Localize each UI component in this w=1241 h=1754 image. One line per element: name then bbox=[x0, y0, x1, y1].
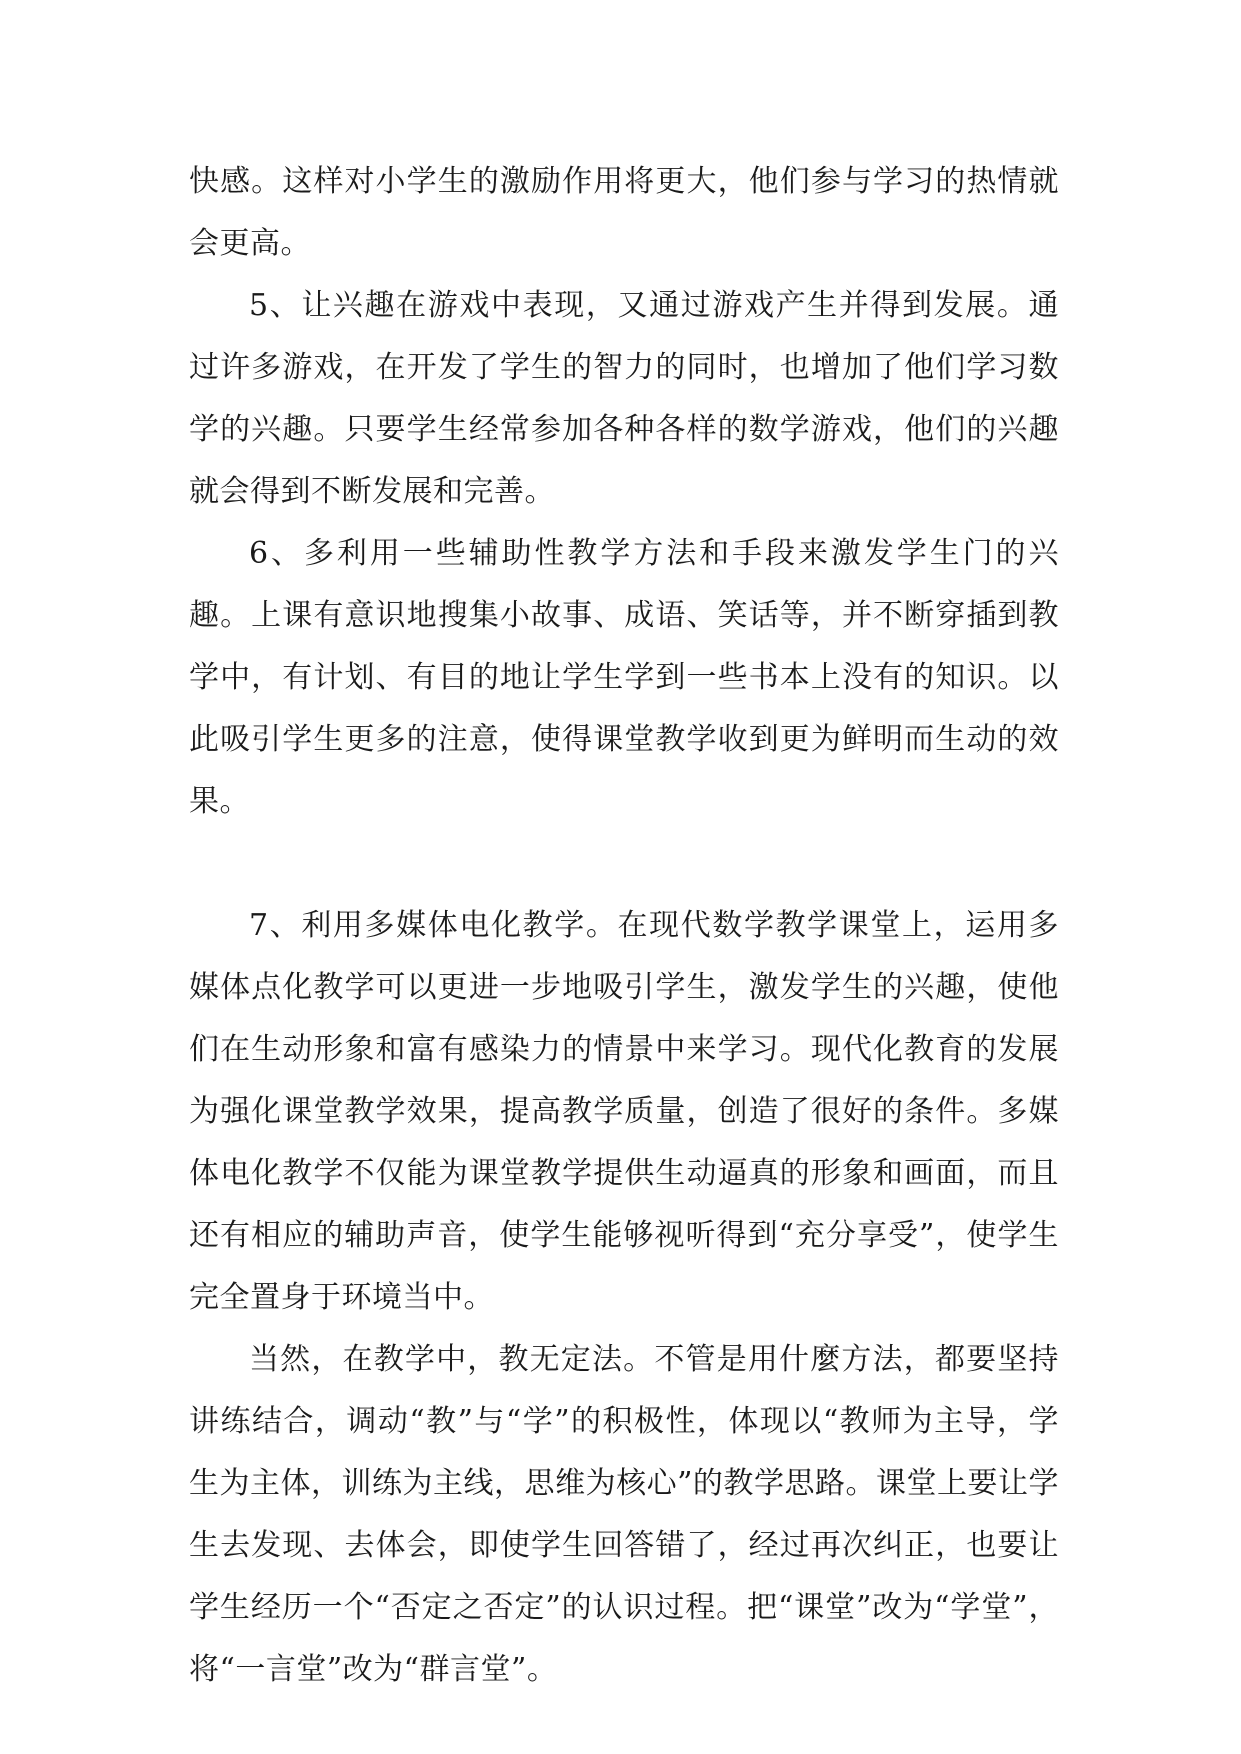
paragraph-conclusion: 当然，在教学中，教无定法。不管是用什麼方法，都要坚持讲练结合，调动“教”与“学”的积极性，体现以“教师为主导，学生为主体，训练为主线，思维为核心”的教学思路。课堂上要让学生去发现、去体会，即使学生回答错了，经过再次纠正，也要让学生经历一个“否定之否定”的认识过程。把“课堂”改为“学堂”，将“一言堂”改为“群言堂”。 bbox=[189, 1342, 1059, 1687]
paragraph-item-7: 7、利用多媒体电化教学。在现代数学教学课堂上，运用多媒体点化教学可以更进一步地吸引学生，激发学生的兴趣，使他们在生动形象和富有感染力的情景中来学习。现代化教育的发展为强化课堂教学效果，提高教学质量，创造了很好的条件。多媒体电化教学不仅能为课堂教学提供生动逼真的形象和画面，而且还有相应的辅助声音，使学生能够视听得到“充分享受”，使学生完全置身于环境当中。 bbox=[189, 908, 1059, 1315]
document-body bbox=[189, 151, 1059, 1701]
paragraph-continuation: 快感。这样对小学生的激励作用将更大，他们参与学习的热情就会更高。 bbox=[189, 164, 1059, 261]
paragraph-item-6: 6、多利用一些辅助性教学方法和手段来激发学生门的兴趣。上课有意识地搜集小故事、成语、笑话等，并不断穿插到教学中，有计划、有目的地让学生学到一些书本上没有的知识。以此吸引学生更多的注意，使得课堂教学收到更为鲜明而生动的效果。 bbox=[189, 536, 1059, 819]
paragraph-item-5: 5、让兴趣在游戏中表现，又通过游戏产生并得到发展。通过许多游戏，在开发了学生的智力的同时，也增加了他们学习数学的兴趣。只要学生经常参加各种各样的数学游戏，他们的兴趣就会得到不断发展和完善。 bbox=[189, 288, 1059, 509]
